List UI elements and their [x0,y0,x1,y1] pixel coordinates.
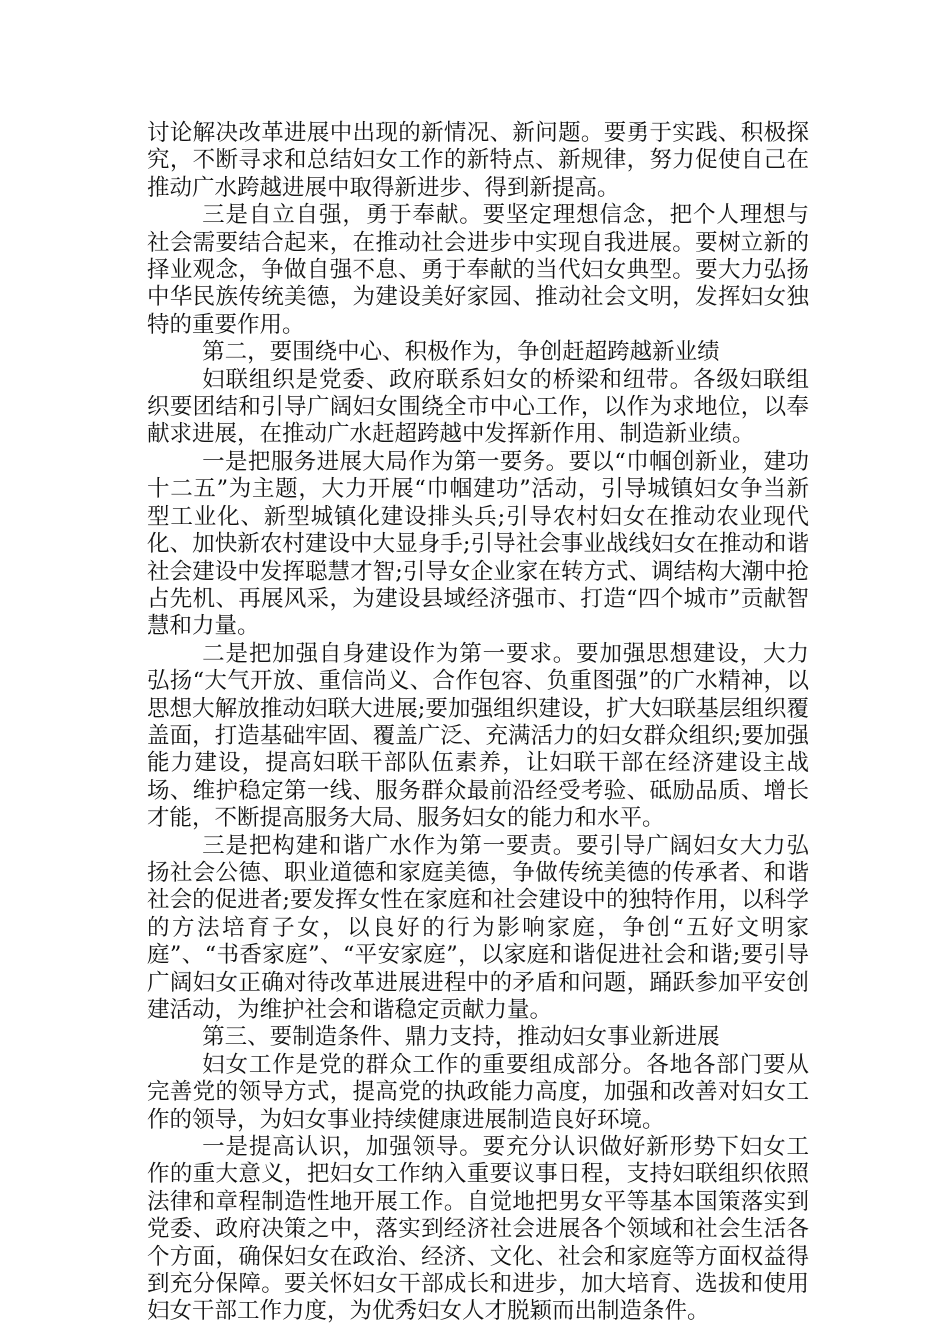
paragraph-self-reliance: 三是自立自强，勇于奉献。要坚定理想信念，把个人理想与社会需要结合起来，在推动社会进步中实现自我进展。要树立新的择业观念，争做自强不息、勇于奉献的当代妇女典型。要大力弘扬中华民族传统美德，为建设美好家园、推动社会文明，发挥妇女独特的重要作用。 [147,202,809,338]
paragraph-party-work: 妇女工作是党的群众工作的重要组成部分。各地各部门要从完善党的领导方式，提高党的执政能力高度，加强和改善对妇女工作的领导，为妇女事业持续健康进展制造良好环境。 [147,1051,809,1133]
paragraph-service-priority: 一是把服务进展大局作为第一要务。要以“巾帼创新业，建功十二五”为主题，大力开展“巾帼建功”活动，引导城镇妇女争当新型工业化、新型城镇化建设排头兵;引导农村妇女在推动农业现代化、加快新农村建设中大显身手;引导社会事业战线妇女在推动和谐社会建设中发挥聪慧才智;引导女企业家在转方式、调结构大潮中抢占先机、再展风采，为建设县域经济强市、打造“四个城市”贡献智慧和力量。 [147,448,809,640]
paragraph-leadership: 一是提高认识，加强领导。要充分认识做好新形势下妇女工作的重大意义，把妇女工作纳入重要议事日程，支持妇联组织依照法律和章程制造性地开展工作。自觉地把男女平等基本国策落实到党委、政府决策之中，落实到经济社会进展各个领域和社会生活各个方面，确保妇女在政治、经济、文化、社会和家庭等方面权益得到充分保障。要关怀妇女干部成长和进步，加大培育、选拔和使用妇女干部工作力度，为优秀妇女人才脱颖而出制造条件。 [147,1134,809,1325]
section-heading-third: 第三、要制造条件、鼎力支持，推动妇女事业新进展 [202,1024,720,1051]
paragraph-women-federation: 妇联组织是党委、政府联系妇女的桥梁和纽带。各级妇联组织要团结和引导广阔妇女围绕全市中心工作，以作为求地位，以奉献求进展，在推动广水赶超跨越中发挥新作用、制造新业绩。 [147,366,809,448]
paragraph-harmony: 三是把构建和谐广水作为第一要责。要引导广阔妇女大力弘扬社会公德、职业道德和家庭美德，争做传统美德的传承者、和谐社会的促进者;要发挥女性在家庭和社会建设中的独特作用，以科学的方法培育子女，以良好的行为影响家庭，争创“五好文明家庭”、“书香家庭”、“平安家庭”，以家庭和谐促进社会和谐;要引导广阔妇女正确对待改革进展进程中的矛盾和问题，踊跃参加平安创建活动，为维护社会和谐稳定贡献力量。 [147,832,809,1023]
paragraph-self-building: 二是把加强自身建设作为第一要求。要加强思想建设，大力弘扬“大气开放、重信尚义、合作包容、负重图强”的广水精神，以思想大解放推动妇联大进展;要加强组织建设，扩大妇联基层组织覆盖面，打造基础牢固、覆盖广泛、充满活力的妇女群众组织;要加强能力建设，提高妇联干部队伍素养，让妇联干部在经济建设主战场、维护稳定第一线、服务群众最前沿经受考验、砥励品质、增长才能，不断提高服务大局、服务妇女的能力和水平。 [147,640,809,832]
section-heading-second: 第二，要围绕中心、积极作为，争创赶超跨越新业绩 [202,339,720,366]
document-body [147,120,809,1326]
paragraph-continuation: 讨论解决改革进展中出现的新情况、新问题。要勇于实践、积极探究，不断寻求和总结妇女工作的新特点、新规律，努力促使自己在推动广水跨越进展中取得新进步、得到新提高。 [147,120,809,201]
